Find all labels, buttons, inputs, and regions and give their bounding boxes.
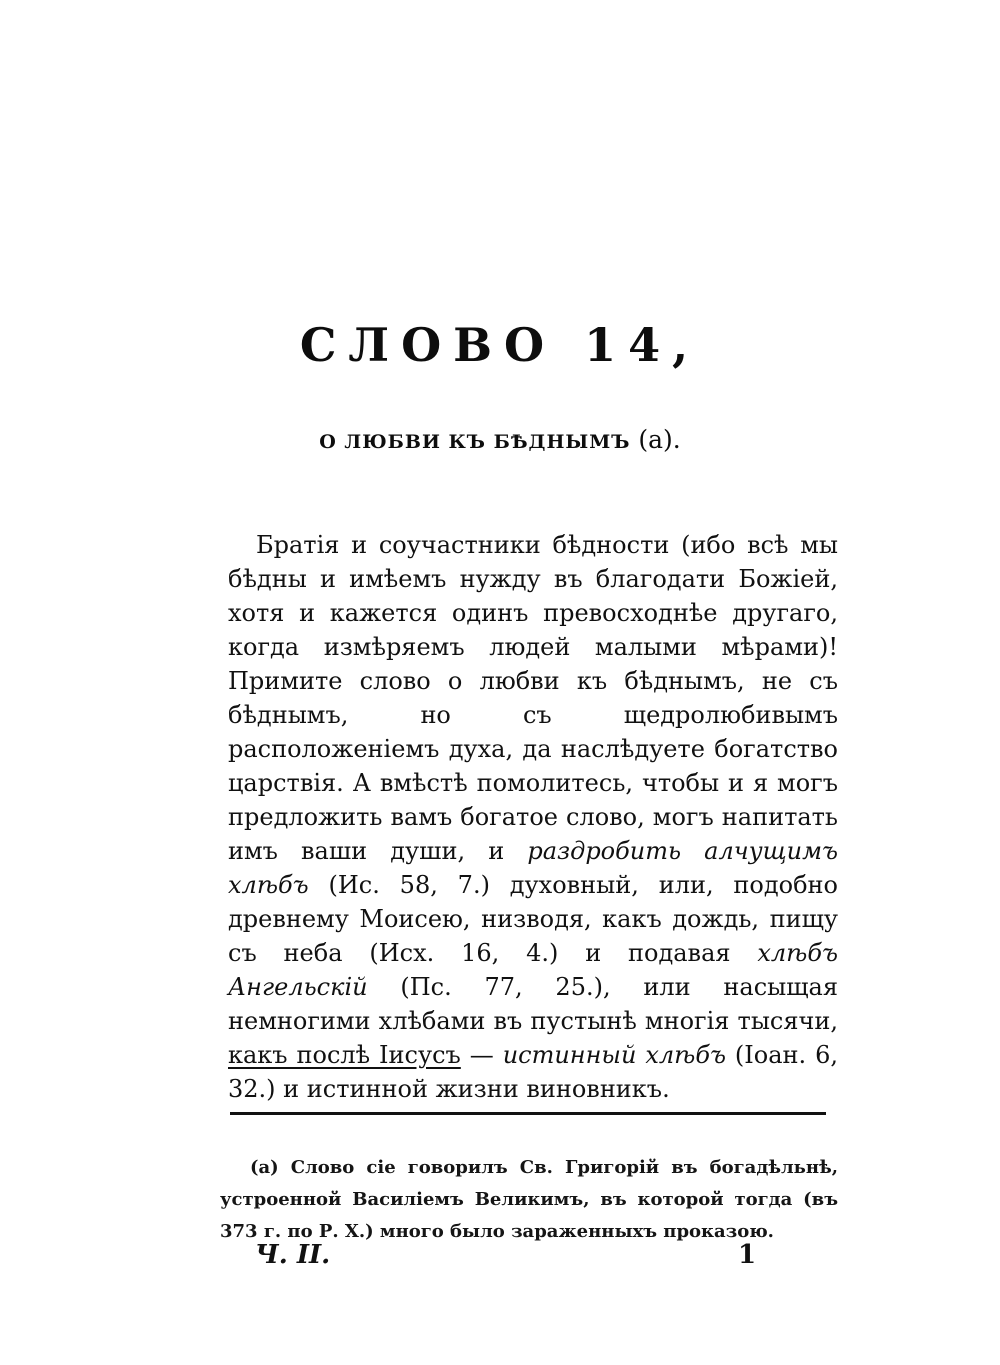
subtitle-text: О ЛЮБВИ КЪ БѢДНЫМЪ — [319, 431, 631, 453]
body-italic-1: раздробить алчущимъ хлѣбъ — [228, 837, 838, 899]
body-text-part-5: (Іоан. 6, 32.) и истинной жизни виновникъ. — [228, 1041, 838, 1103]
footnote-marker: (а). — [638, 425, 681, 454]
page-number: 1 — [738, 1240, 757, 1270]
body-text-part-3: (Пс. 77, 25.), или насыщая немногими хлѣбами въ пустынѣ многія тысячи, — [228, 973, 838, 1035]
page-title: СЛОВО 14, — [299, 318, 701, 372]
body-text-part-1: Братія и соучастники бѣдности (ибо всѣ мы бѣдны и имѣемъ нужду въ благодати Божіей, хотя и кажется одинъ превосходнѣе другаго, когда измѣряемъ людей малыми мѣрами)! Примите слово о любви къ бѣднымъ, не съ бѣднымъ, но съ щедролюбивымъ расположеніемъ духа, да наслѣдуете богатство царствія. А вмѣстѣ помолитесь, чтобы и я могъ предложить вамъ богатое слово, могъ напитать имъ ваши души, и — [228, 531, 838, 865]
body-text-part-4: — — [460, 1041, 503, 1069]
body-underlined-text: какъ послѣ Іисусъ — [228, 1041, 461, 1069]
body-italic-2: хлѣбъ Ангельскій — [228, 939, 838, 1001]
body-paragraph — [228, 528, 838, 1106]
body-italic-3: истинный хлѣбъ — [502, 1041, 726, 1069]
part-label: Ч. II. — [255, 1240, 331, 1270]
footnote: (а) Слово сіе говорилъ Св. Григорій въ богадѣльнѣ, устроенной Василіемъ Великимъ, въ которой тогда (въ 373 г. по Р. Х.) много было зараженныхъ проказою. — [220, 1157, 838, 1242]
footnote-divider — [230, 1112, 826, 1115]
body-text-part-2: (Ис. 58, 7.) духовный, или, подобно древнему Моисею, низводя, какъ дождь, пищу съ неба (Исх. 16, 4.) и подавая — [228, 871, 838, 967]
subtitle — [0, 425, 1000, 454]
